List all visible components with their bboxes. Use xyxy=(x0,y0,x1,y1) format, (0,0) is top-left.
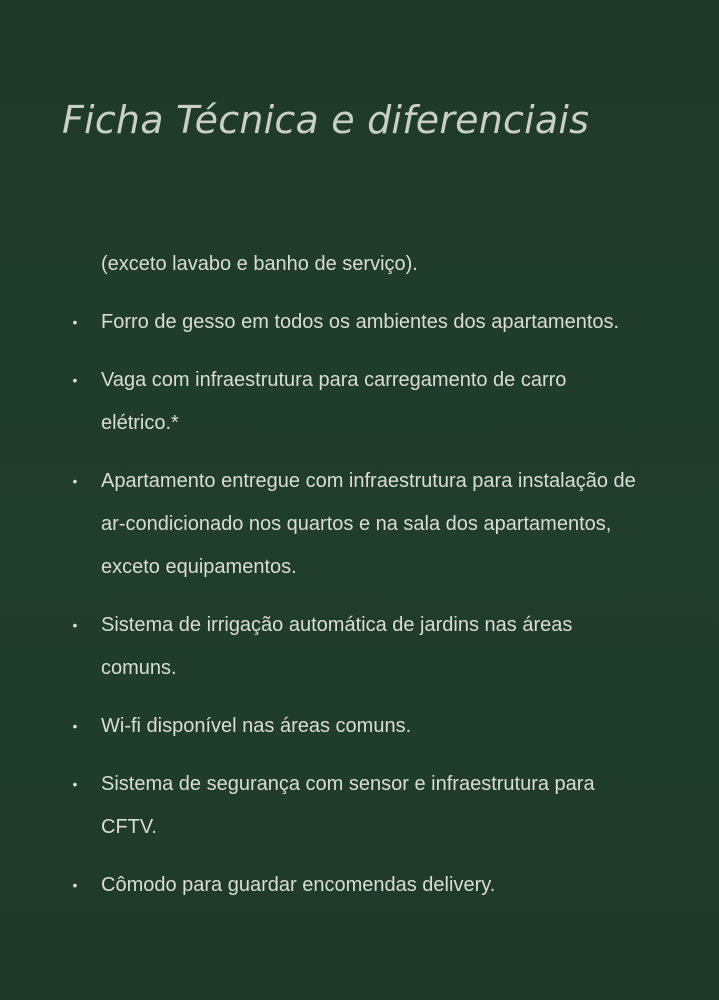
bullet-icon: • xyxy=(72,718,78,734)
bullet-icon: • xyxy=(72,877,78,893)
feature-text: Sistema de irrigação automática de jardins nas áreas comuns. xyxy=(101,614,573,679)
list-item xyxy=(0,604,719,690)
bullet-icon: • xyxy=(72,473,78,489)
continuation-text: (exceto lavabo e banho de serviço). xyxy=(101,253,418,275)
feature-text: Vaga com infraestrutura para carregamento de carro elétrico.* xyxy=(101,369,567,434)
bullet-icon: • xyxy=(72,617,78,633)
features-list xyxy=(0,301,719,907)
list-item xyxy=(0,705,719,748)
feature-text: Forro de gesso em todos os ambientes dos apartamentos. xyxy=(101,311,620,333)
feature-text: Sistema de segurança com sensor e infraestrutura para CFTV. xyxy=(101,773,595,838)
features-section xyxy=(0,243,719,922)
bullet-icon: • xyxy=(72,372,78,388)
feature-text: Cômodo para guardar encomendas delivery. xyxy=(101,874,496,896)
list-item xyxy=(0,359,719,445)
list-item xyxy=(0,763,719,849)
list-item xyxy=(0,301,719,344)
list-item xyxy=(0,864,719,907)
list-item xyxy=(0,460,719,589)
page-title: Ficha Técnica e diferenciais xyxy=(62,98,590,142)
feature-text: Apartamento entregue com infraestrutura para instalação de ar-condicionado nos quartos e na sala dos apartamentos, exceto equipamentos. xyxy=(101,470,636,578)
feature-text: Wi-fi disponível nas áreas comuns. xyxy=(101,715,412,737)
bullet-icon: • xyxy=(72,314,78,330)
bullet-icon: • xyxy=(72,776,78,792)
